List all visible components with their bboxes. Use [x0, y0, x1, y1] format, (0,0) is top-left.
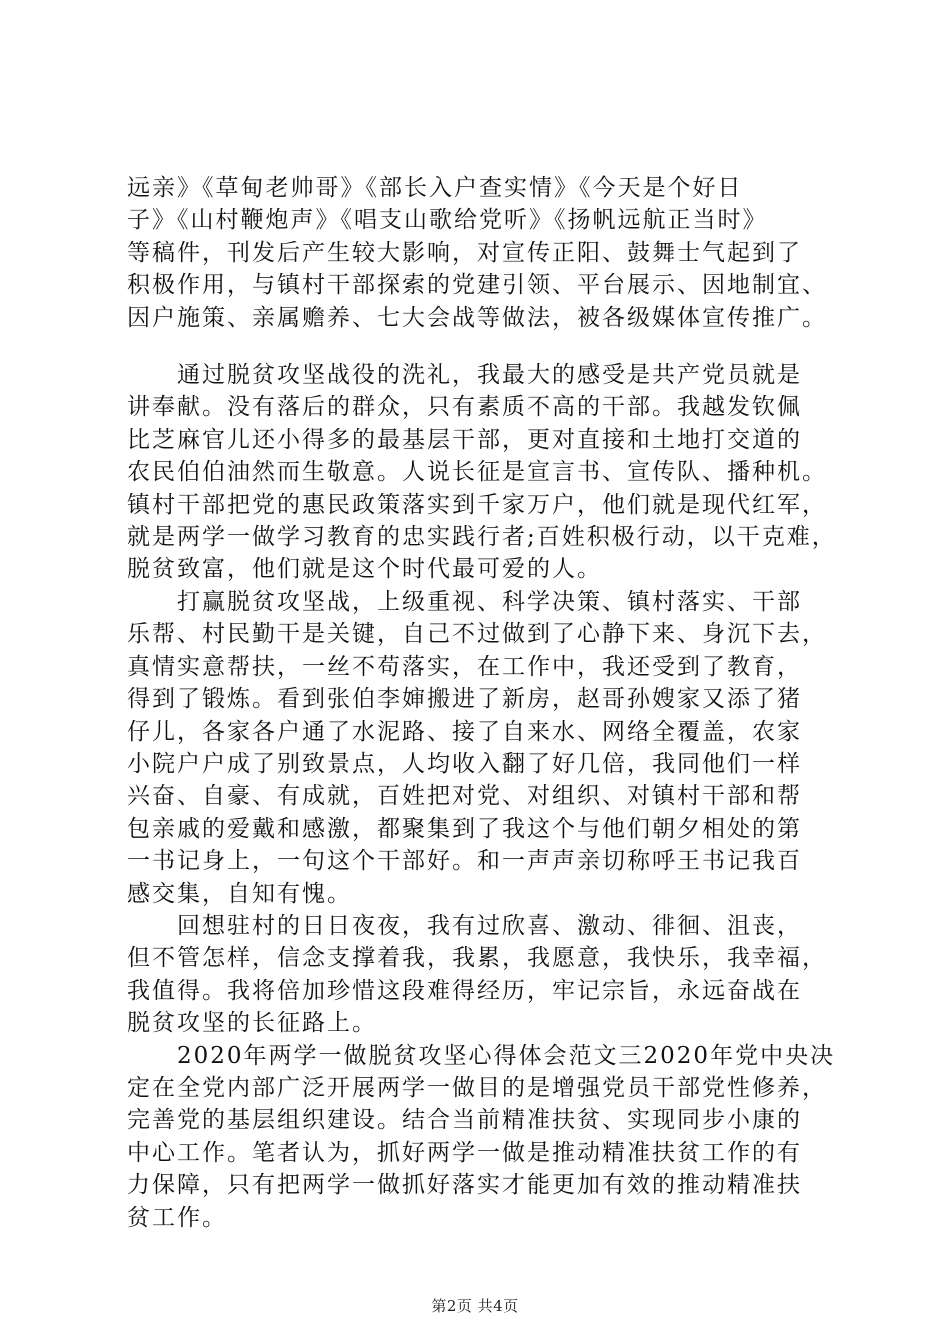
text-line: 等稿件，刊发后产生较大影响，对宣传正阳、鼓舞士气起到了: [127, 239, 802, 266]
text-line: 积极作用，与镇村干部探索的党建引领、平台展示、因地制宜、: [127, 272, 827, 299]
text-line: 远亲》《草甸老帅哥》《部长入户查实情》《今天是个好日: [127, 175, 743, 201]
text-line: 小院户户成了别致景点，人均收入翻了好几倍，我同他们一样: [127, 750, 802, 777]
paragraph-3: [127, 586, 847, 910]
text-line: 就是两学一做学习教育的忠实践行者;百姓积极行动，以干克难，: [127, 524, 837, 551]
text-line: 兴奋、自豪、有成就，百姓把对党、对组织、对镇村干部和帮: [127, 783, 802, 810]
paragraph-4: [127, 910, 847, 1040]
text-line: 一书记身上，一句这个干部好。和一声声亲切称呼王书记我百: [127, 848, 802, 875]
text-line: 子》《山村鞭炮声》《唱支山歌给党听》《扬帆远航正当时》: [127, 207, 768, 234]
paragraph-5: [127, 1040, 847, 1234]
text-line: 真情实意帮扶，一丝不苟落实，在工作中，我还受到了教育，: [127, 653, 802, 680]
text-line: 定在全党内部广泛开展两学一做目的是增强党员干部党性修养，: [127, 1074, 827, 1101]
text-line: 镇村干部把党的惠民政策落实到千家万户，他们就是现代红军，: [127, 491, 827, 518]
page-number-footer: 第2页 共4页: [431, 1297, 519, 1315]
text-line: 得到了锻炼。看到张伯李婶搬进了新房，赵哥孙嫂家又添了猪: [127, 686, 802, 713]
text-line: 仔儿，各家各户通了水泥路、接了自来水、网络全覆盖，农家: [127, 718, 802, 745]
paragraph-2: [127, 359, 847, 586]
text-line: 通过脱贫攻坚战役的洗礼，我最大的感受是共产党员就是: [127, 362, 802, 389]
text-line: 比芝麻官儿还小得多的最基层干部，更对直接和土地打交道的: [127, 426, 802, 453]
body-text: [127, 172, 847, 1234]
text-line: 完善党的基层组织建设。结合当前精准扶贫、实现同步小康的: [127, 1107, 802, 1134]
paragraph-1: [127, 172, 847, 334]
text-line: 讲奉献。没有落后的群众，只有素质不高的干部。我越发钦佩: [127, 394, 802, 421]
paragraph-spacer: [127, 334, 847, 359]
text-line: 我值得。我将倍加珍惜这段难得经历，牢记宗旨，永远奋战在: [127, 977, 802, 1004]
text-line: 包亲戚的爱戴和感激，都聚集到了我这个与他们朝夕相处的第: [127, 815, 802, 842]
text-line: 贫工作。: [127, 1204, 227, 1231]
text-line: 因户施策、亲属赡养、七大会战等做法，被各级媒体宣传推广。: [127, 304, 827, 331]
text-line: 感交集，自知有愧。: [127, 880, 352, 907]
text-line: 回想驻村的日日夜夜，我有过欣喜、激动、徘徊、沮丧，: [127, 912, 802, 939]
text-line: 力保障，只有把两学一做抓好落实才能更加有效的推动精准扶: [127, 1172, 802, 1199]
text-line: 脱贫攻坚的长征路上。: [127, 1010, 377, 1037]
text-line: 2020年两学一做脱贫攻坚心得体会范文三2020年党中央决: [127, 1042, 836, 1069]
text-line: 打赢脱贫攻坚战，上级重视、科学决策、镇村落实、干部: [127, 588, 802, 615]
text-line: 农民伯伯油然而生敬意。人说长征是宣言书、宣传队、播种机。: [127, 459, 827, 486]
text-line: 乐帮、村民勤干是关键，自己不过做到了心静下来、身沉下去，: [127, 621, 827, 648]
text-line: 但不管怎样，信念支撑着我，我累，我愿意，我快乐，我幸福，: [127, 945, 827, 972]
text-line: 中心工作。笔者认为，抓好两学一做是推动精准扶贫工作的有: [127, 1139, 802, 1166]
text-line: 脱贫致富，他们就是这个时代最可爱的人。: [127, 556, 602, 583]
